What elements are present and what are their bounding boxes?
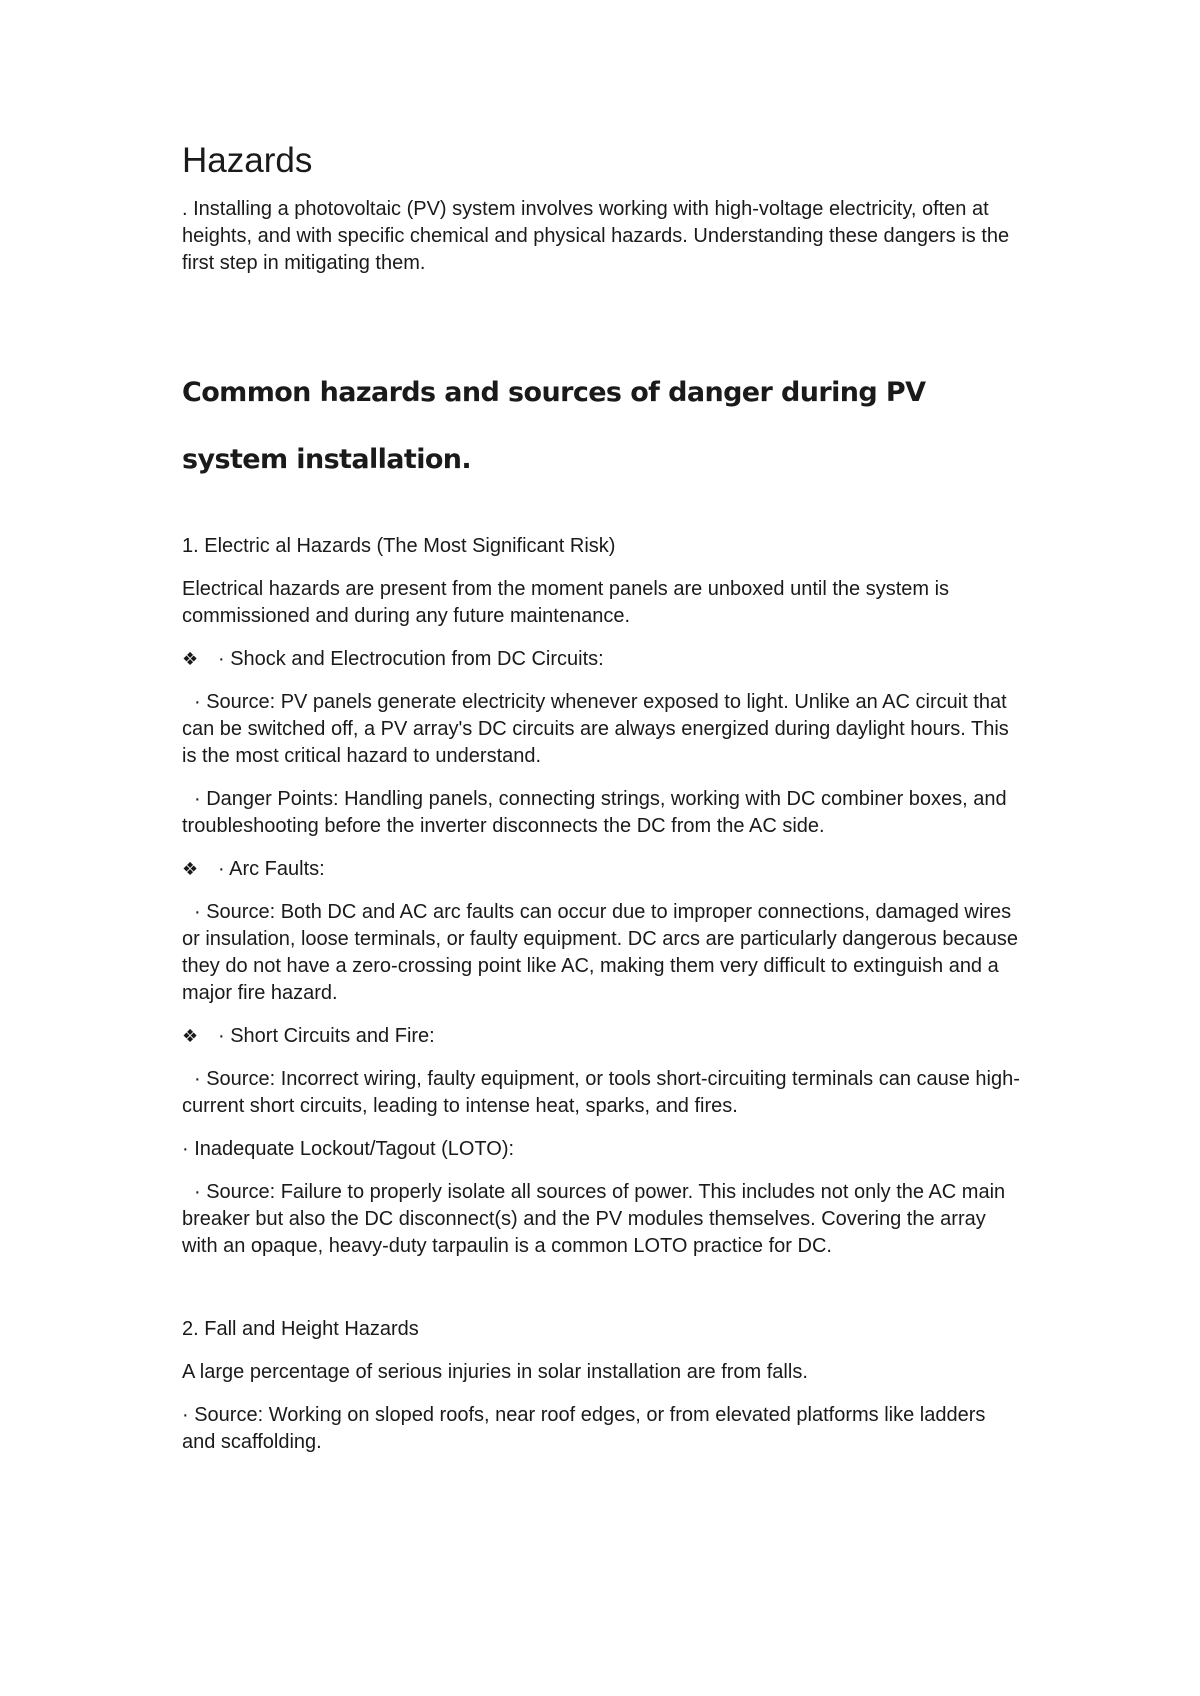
loto-source: · Source: Failure to properly isolate all sources of power. This includes not only the AC main breaker but also the DC disconnect(s) and the PV modules themselves. Covering the array with an opaque, heavy-duty tarpaulin is a common LOTO practice for DC. bbox=[182, 1181, 1006, 1257]
fall-hazards-intro: A large percentage of serious injuries in solar installation are from falls. bbox=[182, 1361, 808, 1383]
short-label: · Short Circuits and Fire: bbox=[218, 1025, 435, 1047]
loto-label: · Inadequate Lockout/Tagout (LOTO): bbox=[182, 1138, 515, 1160]
intro-paragraph: . Installing a photovoltaic (PV) system involves working with high-voltage electricity, often at heights, and with specific chemical and physical hazards. Understanding these dangers is the first step in mitigating them. bbox=[182, 198, 1010, 274]
fall-source: · Source: Working on sloped roofs, near roof edges, or from elevated platforms like ladders and scaffolding. bbox=[182, 1404, 986, 1453]
section-title: Common hazards and sources of danger during PV system installation. bbox=[182, 377, 926, 475]
shock-label: · Shock and Electrocution from DC Circuits: bbox=[218, 648, 604, 670]
bullet-short bbox=[182, 1023, 1022, 1050]
diamond-bullet-icon: ❖ bbox=[182, 1026, 199, 1046]
arc-source: · Source: Both DC and AC arc faults can occur due to improper connections, damaged wires or insulation, loose terminals, or faulty equipment. DC arcs are particularly dangerous because they do not have a zero-crossing point like AC, making them very difficult to extinguish and a major fire hazard. bbox=[182, 901, 1018, 1004]
bullet-shock bbox=[182, 646, 1022, 673]
document-body bbox=[182, 140, 1022, 1472]
diamond-bullet-icon: ❖ bbox=[182, 859, 199, 879]
shock-danger-points: · Danger Points: Handling panels, connecting strings, working with DC combiner boxes, and troubleshooting before the inverter disconnects the DC from the AC side. bbox=[182, 788, 1007, 837]
fall-hazards-heading: 2. Fall and Height Hazards bbox=[182, 1318, 419, 1340]
electrical-hazards-heading: 1. Electric al Hazards (The Most Significant Risk) bbox=[182, 535, 616, 557]
electrical-hazards-intro: Electrical hazards are present from the moment panels are unboxed until the system is commissioned and during any future maintenance. bbox=[182, 578, 950, 627]
bullet-arc bbox=[182, 856, 1022, 883]
document-title: Hazards bbox=[182, 141, 313, 180]
arc-label: · Arc Faults: bbox=[218, 858, 325, 880]
shock-source: · Source: PV panels generate electricity whenever exposed to light. Unlike an AC circuit that can be switched off, a PV array's DC circuits are always energized during daylight hours. This is the most critical hazard to understand. bbox=[182, 691, 1009, 767]
short-source: · Source: Incorrect wiring, faulty equipment, or tools short-circuiting terminals can cause high-current short circuits, leading to intense heat, sparks, and fires. bbox=[182, 1068, 1020, 1117]
diamond-bullet-icon: ❖ bbox=[182, 649, 199, 669]
